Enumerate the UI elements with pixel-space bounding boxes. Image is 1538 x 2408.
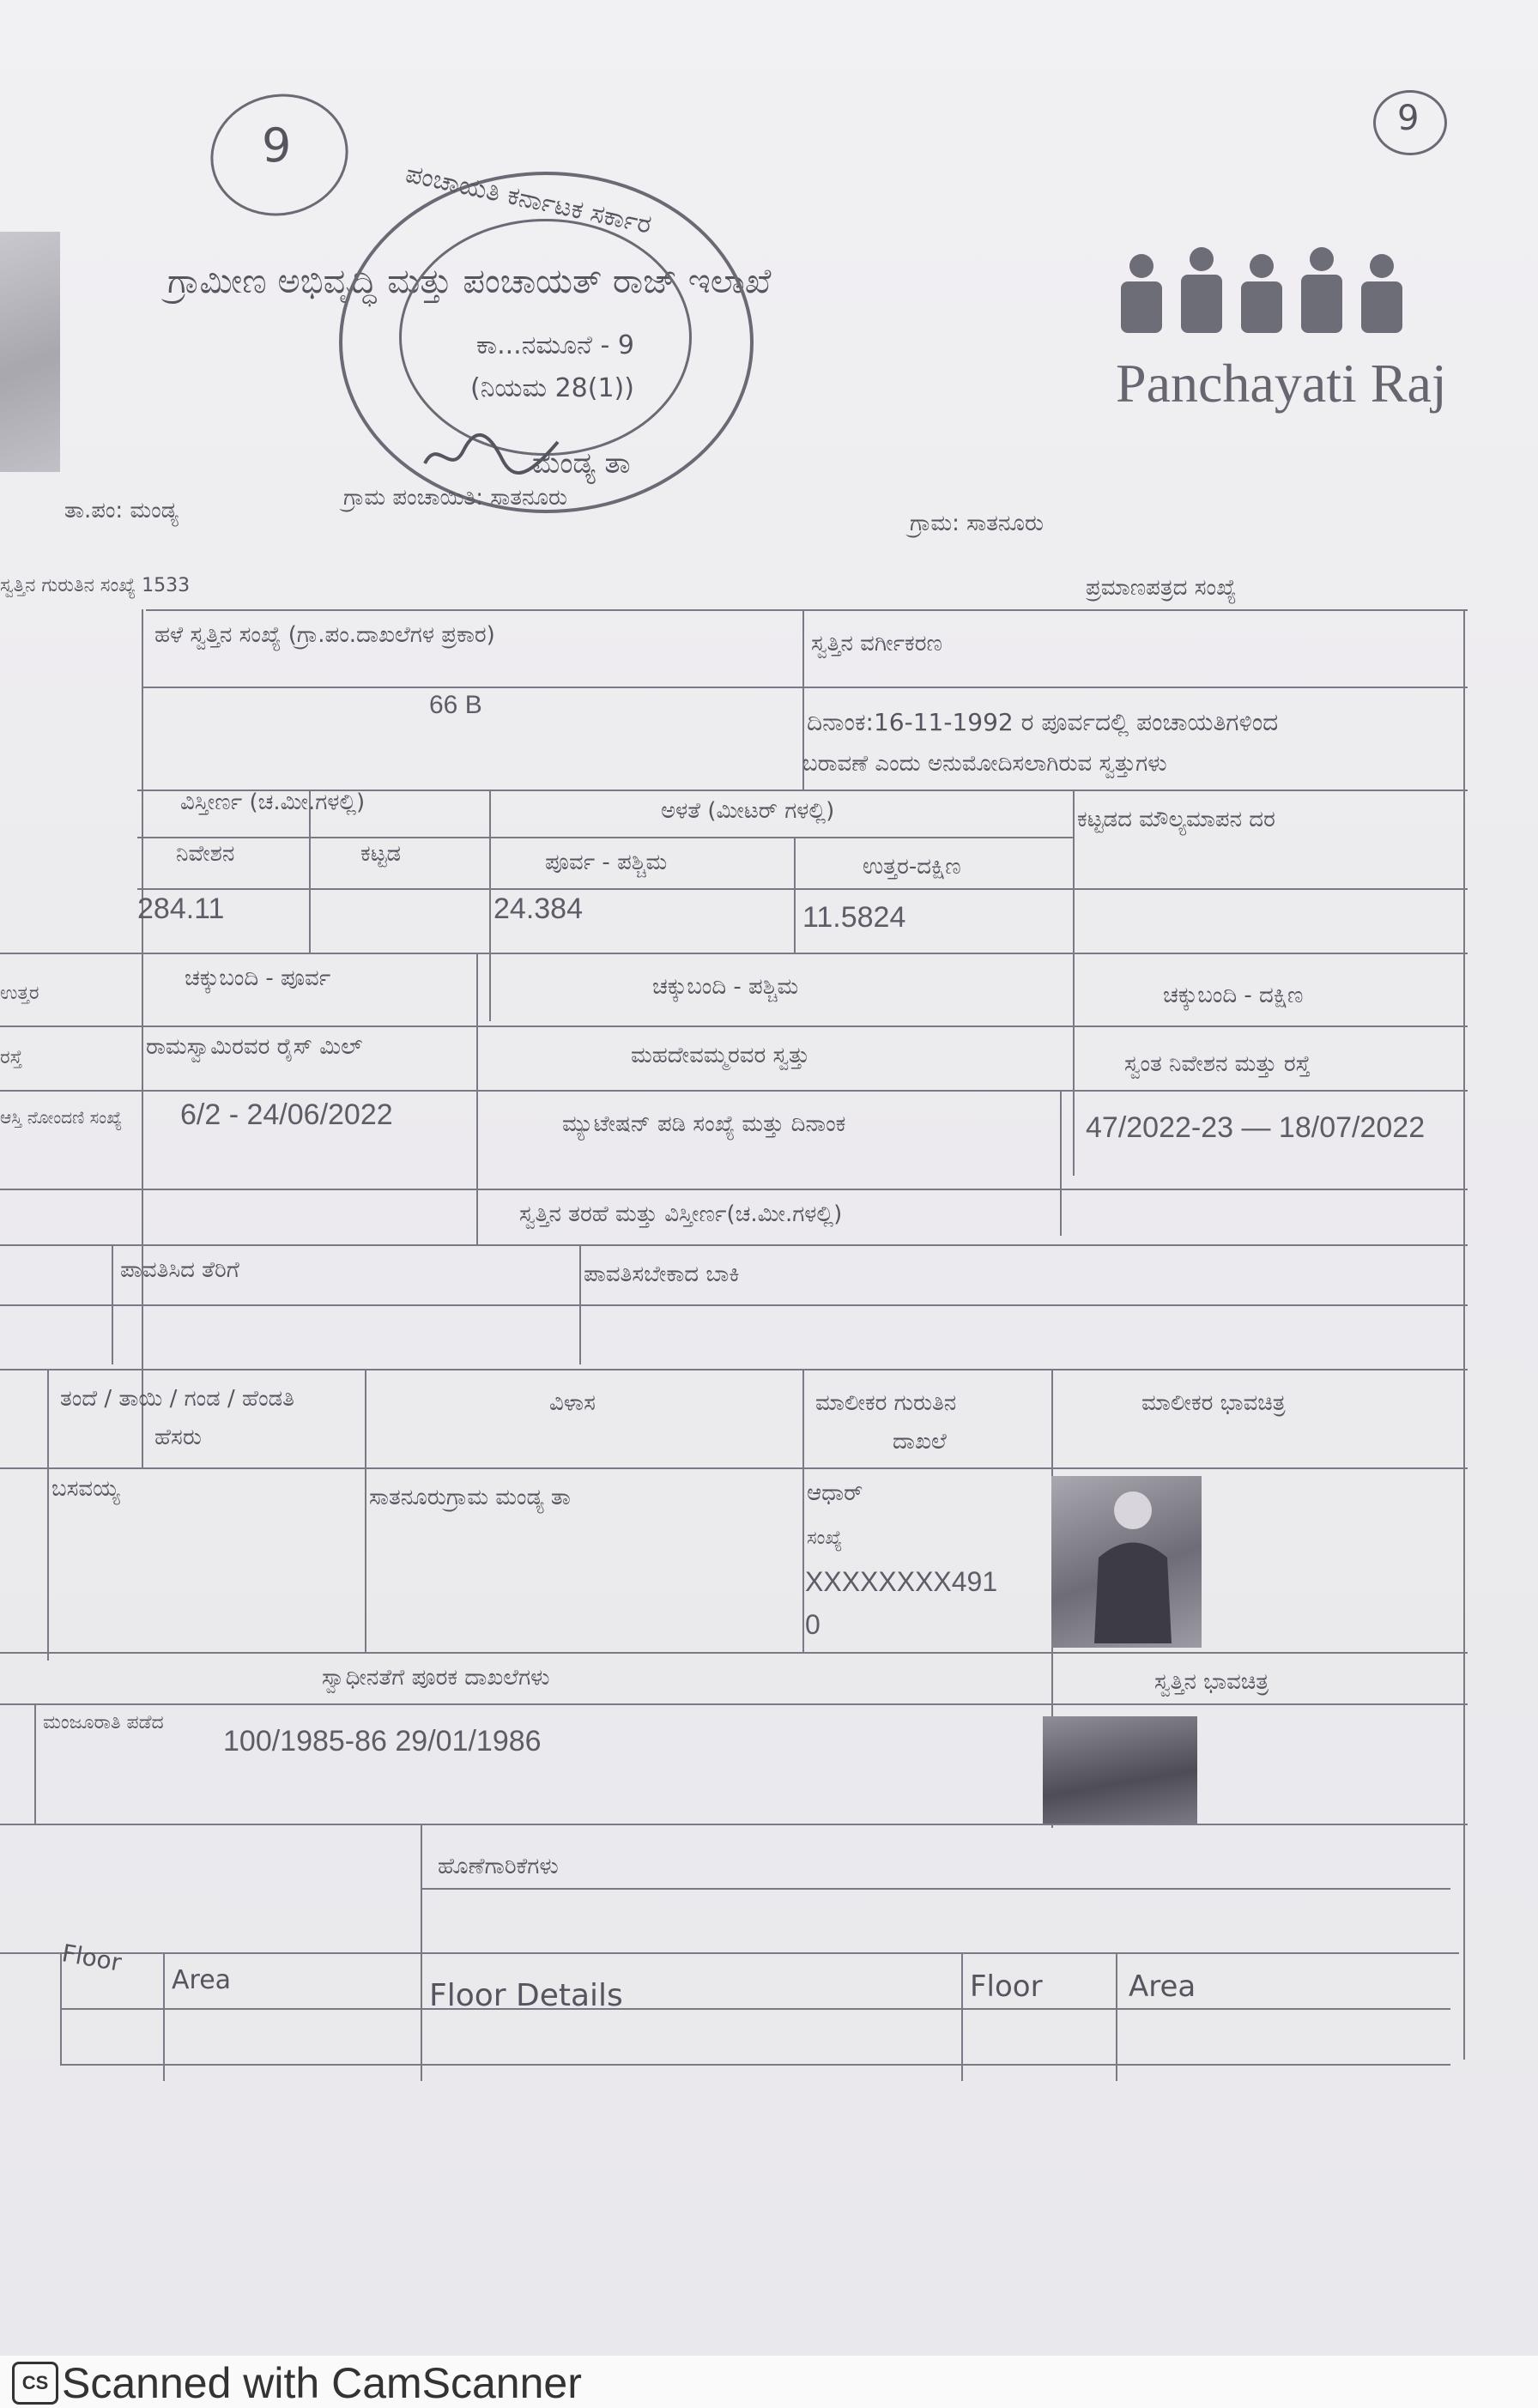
east-west-value: 24.384	[493, 892, 583, 925]
north-side-label: ಉತ್ತರ	[0, 983, 39, 1004]
grid-line	[0, 953, 1468, 954]
north-side-value: ರಸ್ತೆ	[0, 1047, 23, 1068]
grid-line	[0, 1369, 1468, 1370]
owner-name-value: ಬಸವಯ್ಯ	[51, 1476, 120, 1502]
grid-line	[0, 1703, 1468, 1705]
owner-address-value: ಸಾತನೂರುಗ್ರಾಮ ಮಂಡ್ಯ ತಾ	[369, 1485, 571, 1510]
grid-line	[579, 1244, 581, 1364]
grid-line	[0, 1652, 1468, 1654]
floor-column-2: Floor	[970, 1969, 1043, 2004]
possession-docs-value: 100/1985-86 29/01/1986	[223, 1725, 542, 1758]
camscanner-watermark: Scanned with CamScanner	[62, 2359, 582, 2407]
site-label: ನಿವೇಶನ	[176, 841, 235, 867]
grid-line	[961, 1952, 963, 2081]
owner-id-value-4: 0	[805, 1609, 820, 1640]
grid-line	[476, 953, 478, 1244]
logo-text: Panchayati Raj	[1116, 353, 1447, 414]
seal-ring-text: ಪಂಚಾಯತಿ ಕರ್ನಾಟಕ ಸರ್ಕಾರ	[403, 159, 654, 240]
grid-line	[0, 1467, 1468, 1469]
type-area-label: ಸ್ವತ್ತಿನ ತರಹೆ ಮತ್ತು ವಿಸ್ತೀರ್ಣ(ಚ.ಮೀ.ಗಳಲ್ಲಿ)	[519, 1201, 843, 1227]
owner-name-label-2: ಹೆಸರು	[154, 1425, 202, 1450]
north-south-label: ಉತ್ತರ-ದಕ್ಷಿಣ	[863, 854, 961, 880]
grid-line	[794, 837, 796, 953]
department-title: ಗ್ರಾಮೀಣ ಅಭಿವೃದ್ಧಿ ಮತ್ತು ಪಂಚಾಯತ್ ರಾಜ್ ಇಲಾಖೆ	[167, 262, 772, 301]
grid-line	[163, 1952, 165, 2081]
grid-line	[137, 888, 1468, 890]
south-boundary-label: ಚಕ್ಕುಬಂದಿ - ದಕ್ಷಿಣ	[1163, 983, 1304, 1008]
site-area-value: 284.11	[137, 892, 225, 925]
grid-line	[0, 1090, 1468, 1092]
possession-docs-prefix: ಮಂಜೂರಾತಿ ಪಡೆದ	[43, 1712, 164, 1733]
grid-line	[60, 1952, 62, 2064]
owner-photo-label: ಮಾಲೀಕರ ಭಾವಚಿತ್ರ	[1141, 1390, 1286, 1416]
tax-due-label: ಪಾವತಿಸಬೇಕಾದ ಬಾಕಿ	[584, 1261, 740, 1287]
circled-number-left-text: 9	[262, 118, 292, 172]
registration-side-label: ಆಸ್ತಿ ನೋಂದಣಿ ಸಂಖ್ಯೆ	[0, 1107, 123, 1128]
west-boundary-value: ಮಹದೇವಮ್ಮರವರ ಸ್ವತ್ತು	[631, 1043, 810, 1068]
registration-value: 6/2 - 24/06/2022	[180, 1098, 393, 1131]
grid-line	[802, 1369, 804, 1652]
building-label: ಕಟ್ಟಡ	[360, 841, 402, 867]
grid-line	[0, 1026, 1468, 1027]
gram-panchayat-label: ಗ್ರಾಮ ಪಂಚಾಯಿತಿ: ಸಾತನೂರು	[343, 485, 568, 511]
grid-line	[142, 609, 143, 1467]
seal-form-text: ಕಾ...ನಮೂನೆ - 9	[476, 330, 634, 360]
property-photo-label: ಸ್ವತ್ತಿನ ಭಾವಚಿತ್ರ	[1154, 1669, 1269, 1695]
grid-line	[0, 1304, 1468, 1306]
seal-rule-text: (ನಿಯಮ 28(1))	[470, 373, 634, 403]
west-boundary-label: ಚಕ್ಕುಬಂದಿ - ಪಶ್ಚಿಮ	[652, 974, 799, 1000]
grid-line	[1463, 609, 1465, 2060]
north-south-value: 11.5824	[802, 901, 906, 934]
floor-column-1: Floor	[59, 1939, 124, 1977]
grid-line	[421, 1888, 1450, 1890]
taluk-panchayat-label: ತಾ.ಪಂ: ಮಂಡ್ಯ	[64, 498, 179, 523]
certificate-number-label: ಪ್ರಮಾಣಪತ್ರದ ಸಂಖ್ಯೆ	[1086, 575, 1237, 601]
grid-line	[489, 790, 491, 1021]
village-label: ಗ್ರಾಮ: ಸಾತನೂರು	[910, 511, 1044, 536]
emblem-smudge	[0, 232, 60, 472]
camscanner-logo: CS	[12, 2362, 58, 2405]
grid-line	[146, 609, 1468, 611]
building-valuation-label: ಕಟ್ಟಡದ ಮೌಲ್ಯಮಾಪನ ದರ	[1077, 807, 1275, 832]
area-label: ವಿಸ್ತೀರ್ಣ (ಚ.ಮೀ.ಗಳಲ್ಲಿ)	[180, 790, 366, 815]
floor-details-heading: Floor Details	[429, 1978, 623, 2013]
possession-docs-label: ಸ್ವಾಧೀನತೆಗೆ ಪೂರಕ ದಾಖಲೆಗಳು	[322, 1665, 550, 1691]
grid-line	[0, 1824, 1468, 1825]
owner-id-label-2: ದಾಖಲೆ	[893, 1429, 947, 1455]
grid-line	[47, 1369, 49, 1661]
circled-number-right-text: 9	[1397, 99, 1420, 138]
signature	[421, 429, 566, 481]
grid-line	[137, 837, 1073, 838]
liabilities-label: ಹೊಣೆಗಾರಿಕೆಗಳು	[438, 1854, 559, 1879]
seal-bottom-text: ಮಂಡ್ಯ ತಾ	[532, 446, 631, 481]
classification-label: ಸ್ವತ್ತಿನ ವರ್ಗೀಕರಣ	[811, 631, 942, 656]
grid-line	[142, 687, 1468, 688]
grid-line	[1060, 1090, 1062, 1236]
owner-id-label-1: ಮಾಲೀಕರ ಗುರುತಿನ	[815, 1390, 957, 1416]
grid-line	[60, 2008, 1450, 2010]
door-number-label: ಹಳೆ ಸ್ವತ್ತಿನ ಸಂಖ್ಯೆ (ಗ್ರಾ.ಪಂ.ದಾಖಲೆಗಳ ಪ್ರಕಾರ)	[154, 622, 495, 648]
grid-line	[0, 1189, 1468, 1190]
owner-name-label-1: ತಂದೆ / ತಾಯಿ / ಗಂಡ / ಹೆಂಡತಿ	[60, 1386, 294, 1412]
grid-line	[112, 1244, 113, 1364]
dimension-label: ಅಳತೆ (ಮೀಟರ್ ಗಳಲ್ಲಿ)	[661, 798, 835, 824]
east-west-label: ಪೂರ್ವ - ಪಶ್ಚಿಮ	[545, 850, 668, 875]
east-boundary-value: ರಾಮಸ್ವಾಮಿರವರ ರೈಸ್ ಮಿಲ್	[146, 1034, 363, 1060]
owner-id-value-1: ಆಧಾರ್	[807, 1480, 863, 1506]
grid-line	[0, 1952, 1459, 1954]
owner-id-value-2: ಸಂಖ್ಯೆ	[807, 1528, 843, 1549]
east-boundary-label: ಚಕ್ಕುಬಂದಿ - ಪೂರ್ವ	[185, 965, 331, 991]
grid-line	[421, 1824, 422, 2081]
owner-id-value-3: XXXXXXXX491	[805, 1566, 998, 1597]
door-number-value: 66 B	[429, 691, 482, 719]
grid-line	[60, 2064, 1450, 2066]
mutation-label: ಮ್ಯುಟೇಷನ್ ಪಡಿ ಸಂಖ್ಯೆ ಮತ್ತು ದಿನಾಂಕ	[562, 1111, 846, 1137]
owner-photo-portrait-icon	[1086, 1480, 1180, 1643]
south-boundary-value: ಸ್ವಂತ ನಿವೇಶನ ಮತ್ತು ರಸ್ತೆ	[1124, 1051, 1311, 1077]
mutation-value: 47/2022-23 — 18/07/2022	[1086, 1111, 1426, 1144]
area-column-2: Area	[1129, 1969, 1196, 2004]
grid-line	[34, 1703, 36, 1824]
property-photo	[1043, 1716, 1197, 1824]
panchayati-raj-logo	[1107, 240, 1416, 352]
grid-line	[1116, 1952, 1117, 2081]
grid-line	[365, 1369, 366, 1652]
people-figures-icon	[1107, 240, 1416, 352]
classification-value-line1: ದಿನಾಂಕ:16-11-1992 ರ ಪೂರ್ವದಲ್ಲಿ ಪಂಚಾಯತಿಗಳಿಂದ	[807, 708, 1279, 736]
tax-paid-label: ಪಾವತಿಸಿದ ತೆರಿಗೆ	[120, 1257, 239, 1283]
grid-line	[1073, 790, 1075, 1176]
grid-line	[0, 1244, 1468, 1246]
left-code: ಸ್ವತ್ತಿನ ಗುರುತಿನ ಸಂಖ್ಯೆ 1533	[0, 575, 191, 596]
classification-value-line2: ಬರಾವಣೆ ಎಂದು ಅನುಮೋದಿಸಲಾಗಿರುವ ಸ್ವತ್ತುಗಳು	[802, 751, 1167, 777]
address-label: ವಿಳಾಸ	[549, 1390, 596, 1416]
area-column-1: Area	[172, 1965, 232, 1995]
